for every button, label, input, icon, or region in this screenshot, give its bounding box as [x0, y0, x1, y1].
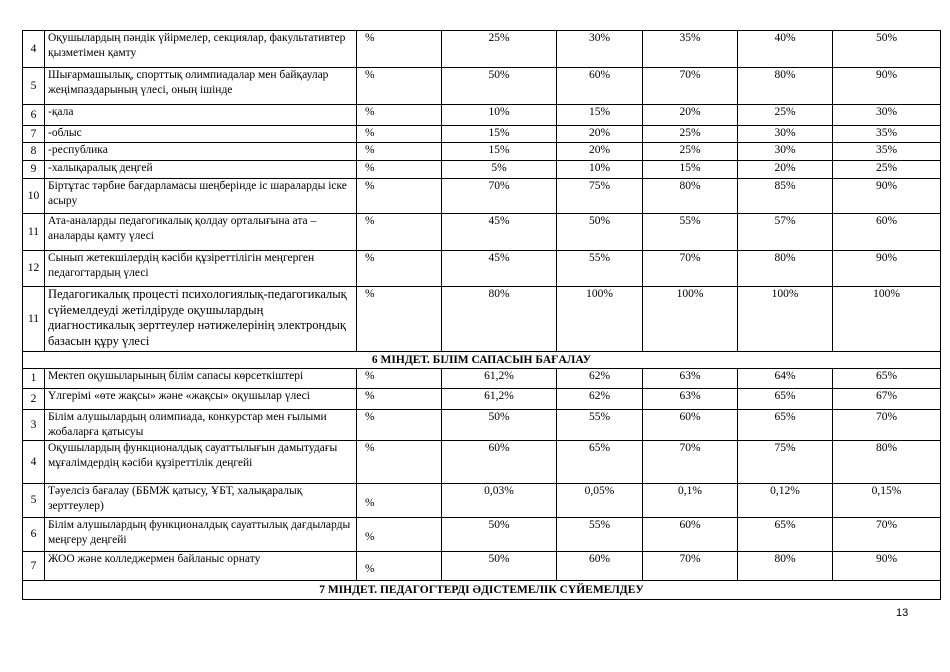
value-cell: 45% — [442, 214, 557, 251]
indicator-text: Шығармашылық, спорттық олимпиадалар мен байқаулар жеңімпаздарының үлесі, оның ішінде — [45, 68, 357, 105]
value-cell: 0,15% — [833, 484, 941, 518]
value-cell: 61,2% — [442, 369, 557, 389]
value-cell: 80% — [738, 251, 833, 287]
value-cell: 70% — [643, 251, 738, 287]
value-cell: 0,12% — [738, 484, 833, 518]
value-cell: 15% — [442, 126, 557, 143]
table-row — [23, 214, 941, 251]
section-row — [23, 581, 941, 600]
unit-cell: % — [357, 251, 442, 287]
unit-cell: % — [357, 441, 442, 484]
indicator-text: Оқушылардың пәндік үйірмелер, секциялар, факультативтер қызметімен қамту — [45, 31, 357, 68]
value-cell: 62% — [557, 389, 643, 410]
value-cell: 80% — [643, 179, 738, 214]
table-row — [23, 441, 941, 484]
value-cell: 57% — [738, 214, 833, 251]
value-cell: 67% — [833, 389, 941, 410]
row-number: 7 — [23, 552, 45, 581]
value-cell: 5% — [442, 161, 557, 179]
table-row — [23, 143, 941, 161]
value-cell: 50% — [442, 68, 557, 105]
table-row — [23, 369, 941, 389]
indicator-text: Ата-аналарды педагогикалық қолдау орталығына ата –аналарды қамту үлесі — [45, 214, 357, 251]
value-cell: 15% — [557, 105, 643, 126]
row-number: 8 — [23, 143, 45, 161]
row-number: 10 — [23, 179, 45, 214]
indicator-text: Мектеп оқушыларының білім сапасы көрсеткіштері — [45, 369, 357, 389]
value-cell: 40% — [738, 31, 833, 68]
value-cell: 60% — [442, 441, 557, 484]
section-row — [23, 352, 941, 369]
plan-table — [22, 30, 941, 600]
indicator-text: -халықаралық деңгей — [45, 161, 357, 179]
value-cell: 55% — [557, 518, 643, 552]
table-row — [23, 518, 941, 552]
value-cell: 50% — [442, 518, 557, 552]
value-cell: 60% — [643, 410, 738, 441]
value-cell: 65% — [833, 369, 941, 389]
unit-cell: % — [357, 389, 442, 410]
value-cell: 0,05% — [557, 484, 643, 518]
indicator-text: -республика — [45, 143, 357, 161]
value-cell: 0,1% — [643, 484, 738, 518]
table-row — [23, 179, 941, 214]
table-row — [23, 105, 941, 126]
value-cell: 70% — [442, 179, 557, 214]
value-cell: 55% — [557, 251, 643, 287]
value-cell: 80% — [442, 287, 557, 352]
value-cell: 25% — [643, 143, 738, 161]
indicator-text: Білім алушылардың функционалдық сауаттылық дағдыларды меңгеру деңгейі — [45, 518, 357, 552]
value-cell: 100% — [833, 287, 941, 352]
row-number: 5 — [23, 484, 45, 518]
row-number: 2 — [23, 389, 45, 410]
value-cell: 30% — [557, 31, 643, 68]
value-cell: 90% — [833, 251, 941, 287]
indicator-text: Сынып жетекшілердің кәсіби құзіреттілігін меңгерген педагогтардың үлесі — [45, 251, 357, 287]
indicator-text: ЖОО және колледжермен байланыс орнату — [45, 552, 357, 581]
value-cell: 65% — [738, 518, 833, 552]
value-cell: 85% — [738, 179, 833, 214]
value-cell: 35% — [643, 31, 738, 68]
value-cell: 60% — [643, 518, 738, 552]
unit-cell: % — [357, 484, 442, 518]
value-cell: 0,03% — [442, 484, 557, 518]
indicator-text: Тәуелсіз бағалау (ББМЖ қатысу, ҰБТ, халықаралық зерттеулер) — [45, 484, 357, 518]
value-cell: 30% — [738, 126, 833, 143]
row-number: 5 — [23, 68, 45, 105]
value-cell: 35% — [833, 143, 941, 161]
value-cell: 100% — [557, 287, 643, 352]
row-number: 11 — [23, 214, 45, 251]
table-row — [23, 287, 941, 352]
indicator-text: -қала — [45, 105, 357, 126]
unit-cell: % — [357, 105, 442, 126]
value-cell: 70% — [833, 410, 941, 441]
value-cell: 15% — [442, 143, 557, 161]
row-number: 9 — [23, 161, 45, 179]
indicator-text: Білім алушылардың олимпиада, конкурстар мен ғылыми жобаларға қатысуы — [45, 410, 357, 441]
row-number: 7 — [23, 126, 45, 143]
table-row — [23, 31, 941, 68]
row-number: 12 — [23, 251, 45, 287]
table-row — [23, 410, 941, 441]
value-cell: 70% — [833, 518, 941, 552]
value-cell: 25% — [442, 31, 557, 68]
value-cell: 100% — [738, 287, 833, 352]
value-cell: 35% — [833, 126, 941, 143]
value-cell: 63% — [643, 369, 738, 389]
unit-cell: % — [357, 369, 442, 389]
value-cell: 20% — [557, 143, 643, 161]
indicator-text: Біртұтас тәрбие бағдарламасы шеңберінде іс шараларды іске асыру — [45, 179, 357, 214]
value-cell: 80% — [833, 441, 941, 484]
section-7-heading: 7 МІНДЕТ. ПЕДАГОГТЕРДІ ӘДІСТЕМЕЛІК СҮЙЕМЕЛДЕУ — [23, 581, 941, 600]
row-number: 3 — [23, 410, 45, 441]
value-cell: 30% — [833, 105, 941, 126]
unit-cell: % — [357, 287, 442, 352]
value-cell: 60% — [557, 552, 643, 581]
value-cell: 80% — [738, 68, 833, 105]
value-cell: 55% — [643, 214, 738, 251]
unit-cell: % — [357, 179, 442, 214]
value-cell: 63% — [643, 389, 738, 410]
value-cell: 70% — [643, 68, 738, 105]
table-row — [23, 251, 941, 287]
unit-cell: % — [357, 161, 442, 179]
value-cell: 55% — [557, 410, 643, 441]
unit-cell: % — [357, 518, 442, 552]
value-cell: 30% — [738, 143, 833, 161]
value-cell: 10% — [557, 161, 643, 179]
row-number: 4 — [23, 441, 45, 484]
value-cell: 65% — [738, 410, 833, 441]
row-number: 11 — [23, 287, 45, 352]
row-number: 6 — [23, 105, 45, 126]
table-row — [23, 126, 941, 143]
value-cell: 90% — [833, 179, 941, 214]
value-cell: 50% — [557, 214, 643, 251]
indicator-text: Үлгерімі «өте жақсы» және «жақсы» оқушылар үлесі — [45, 389, 357, 410]
table-row — [23, 552, 941, 581]
value-cell: 20% — [738, 161, 833, 179]
row-number: 1 — [23, 369, 45, 389]
value-cell: 70% — [643, 441, 738, 484]
value-cell: 62% — [557, 369, 643, 389]
value-cell: 64% — [738, 369, 833, 389]
value-cell: 50% — [442, 410, 557, 441]
value-cell: 65% — [557, 441, 643, 484]
value-cell: 25% — [738, 105, 833, 126]
unit-cell: % — [357, 552, 442, 581]
indicator-text: Оқушылардың функционалдық сауаттылығын дамытудағы мұғалімдердің кәсіби құзіреттілік деңгейі — [45, 441, 357, 484]
unit-cell: % — [357, 214, 442, 251]
unit-cell: % — [357, 143, 442, 161]
section-6-heading: 6 МІНДЕТ. БІЛІМ САПАСЫН БАҒАЛАУ — [23, 352, 941, 369]
value-cell: 75% — [738, 441, 833, 484]
row-number: 6 — [23, 518, 45, 552]
value-cell: 60% — [833, 214, 941, 251]
value-cell: 90% — [833, 68, 941, 105]
value-cell: 20% — [557, 126, 643, 143]
value-cell: 50% — [442, 552, 557, 581]
value-cell: 60% — [557, 68, 643, 105]
row-number: 4 — [23, 31, 45, 68]
value-cell: 20% — [643, 105, 738, 126]
indicator-text: -облыс — [45, 126, 357, 143]
value-cell: 65% — [738, 389, 833, 410]
value-cell: 15% — [643, 161, 738, 179]
value-cell: 10% — [442, 105, 557, 126]
page-number: 13 — [896, 607, 909, 619]
value-cell: 25% — [833, 161, 941, 179]
value-cell: 50% — [833, 31, 941, 68]
value-cell: 80% — [738, 552, 833, 581]
table-row — [23, 161, 941, 179]
value-cell: 90% — [833, 552, 941, 581]
value-cell: 45% — [442, 251, 557, 287]
unit-cell: % — [357, 31, 442, 68]
value-cell: 100% — [643, 287, 738, 352]
value-cell: 70% — [643, 552, 738, 581]
indicator-text: Педагогикалық процесті психологиялық-педагогикалық сүйемелдеуді жетілдіруде оқушылардың диагностикалық зерттеулер нәтижелерінің электрондық базасын құру үлесі — [45, 287, 357, 352]
unit-cell: % — [357, 126, 442, 143]
table-row — [23, 68, 941, 105]
value-cell: 75% — [557, 179, 643, 214]
value-cell: 25% — [643, 126, 738, 143]
table-row — [23, 389, 941, 410]
table-row — [23, 484, 941, 518]
unit-cell: % — [357, 410, 442, 441]
value-cell: 61,2% — [442, 389, 557, 410]
unit-cell: % — [357, 68, 442, 105]
